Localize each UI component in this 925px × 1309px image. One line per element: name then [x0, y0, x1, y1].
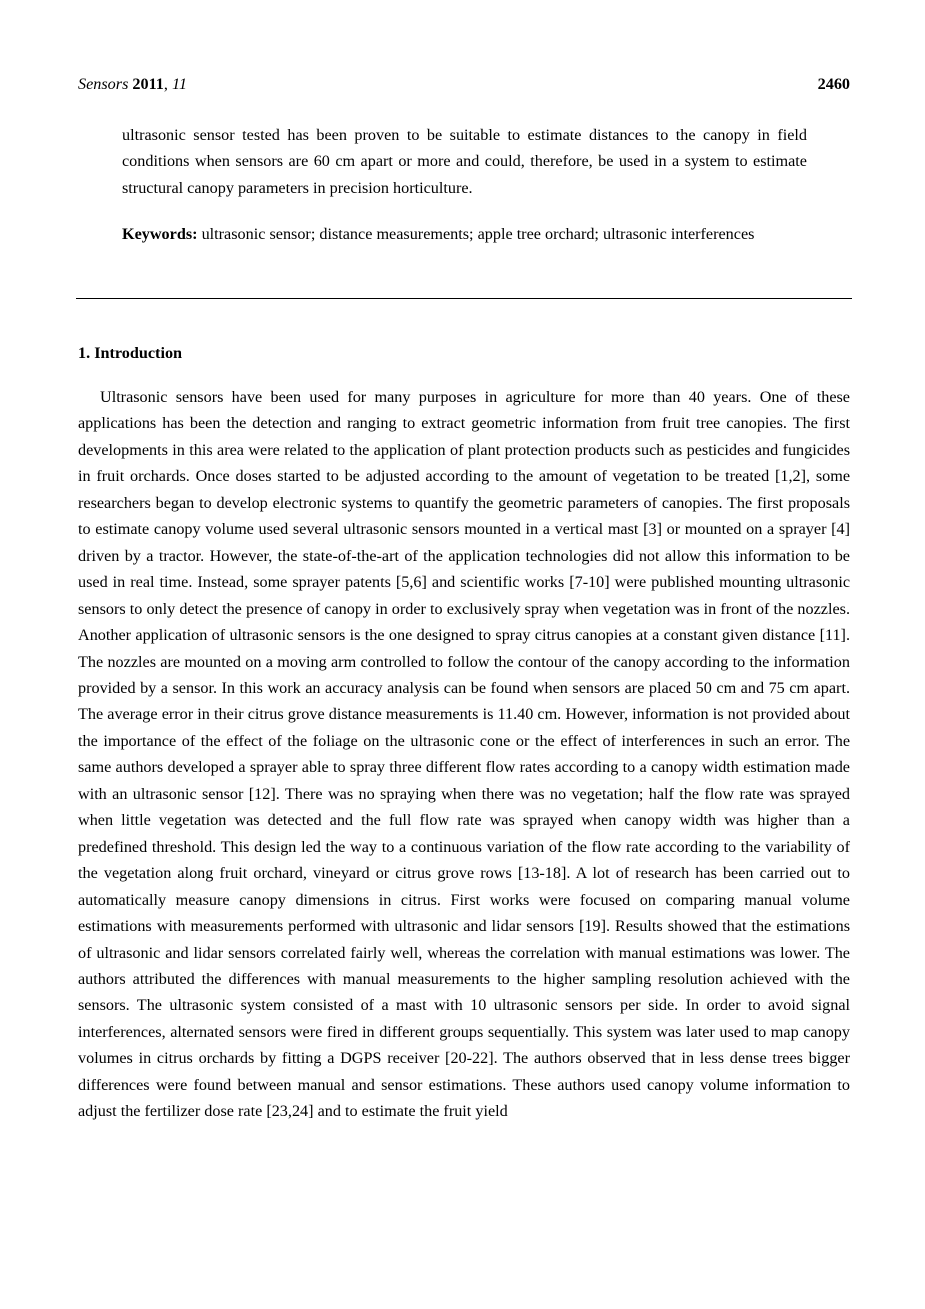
- introduction-body: [78, 384, 850, 1125]
- keywords-label: Keywords:: [122, 225, 198, 243]
- journal-name: Sensors: [78, 75, 129, 93]
- keywords-text: ultrasonic sensor; distance measurements; apple tree orchard; ultrasonic interferences: [201, 225, 755, 243]
- body-paragraph: Ultrasonic sensors have been used for many purposes in agriculture for more than 40 years. One of these applications has been the detection and ranging to extract geometric information from fruit tree canopies. The first developments in this area were related to the application of plant protection products such as pesticides and fungicides in fruit orchards. Once doses started to be adjusted according to the amount of vegetation to be treated [1,2], some researchers began to develop electronic systems to quantify the geometric parameters of canopies. The first proposals to estimate canopy volume used several ultrasonic sensors mounted in a vertical mast [3] or mounted on a sprayer [4] driven by a tractor. However, the state-of-the-art of the application technologies did not allow this information to be used in real time. Instead, some sprayer patents [5,6] and scientific works [7-10] were published mounting ultrasonic sensors to only detect the presence of canopy in order to exclusively spray when vegetation was in front of the nozzles. Another application of ultrasonic sensors is the one designed to spray citrus canopies at a constant given distance [11]. The nozzles are mounted on a moving arm controlled to follow the contour of the canopy according to the information provided by a sensor. In this work an accuracy analysis can be found when sensors are placed 50 cm and 75 cm apart. The average error in their citrus grove distance measurements is 11.40 cm. However, information is not provided about the importance of the effect of the foliage on the ultrasonic cone or the effect of interferences in such an error. The same authors developed a sprayer able to spray three different flow rates according to a canopy width estimation made with an ultrasonic sensor [12]. There was no spraying when there was no vegetation; half the flow rate was sprayed when little vegetation was detected and the full flow rate was sprayed when canopy width was higher than a predefined threshold. This design led the way to a continuous variation of the flow rate according to the variability of the vegetation along fruit orchard, vineyard or citrus grove rows [13-18]. A lot of research has been carried out to automatically measure canopy dimensions in citrus. First works were focused on comparing manual volume estimations with measurements performed with ultrasonic and lidar sensors [19]. Results showed that the estimations of ultrasonic and lidar sensors correlated fairly well, whereas the correlation with manual estimations was lower. The authors attributed the differences with manual measurements to the higher sampling resolution achieved with the sensors. The ultrasonic system consisted of a mast with 10 ultrasonic sensors per side. In order to avoid signal interferences, alternated sensors were fired in different groups sequentially. This system was later used to map canopy volumes in citrus orchards by fitting a DGPS receiver [20-22]. The authors observed that in less dense trees bigger differences were found between manual and sensor estimations. These authors used canopy volume information to adjust the fertilizer dose rate [23,24] and to estimate the fruit yield: [78, 388, 850, 1121]
- page-number: 2460: [817, 75, 850, 93]
- journal-year: 2011: [132, 75, 164, 93]
- abstract-text: ultrasonic sensor tested has been proven to be suitable to estimate distances to the canopy in field conditions when sensors are 60 cm apart or more and could, therefore, be used in a system to estimate structural canopy parameters in precision horticulture.: [122, 126, 807, 197]
- section-heading: 1. Introduction: [78, 344, 183, 362]
- abstract-continuation: [122, 122, 807, 201]
- section-divider: [76, 298, 852, 299]
- journal-volume: 11: [172, 75, 187, 93]
- running-header: [78, 72, 850, 96]
- journal-citation: Sensors 2011, 11: [78, 75, 187, 93]
- keywords-block: [122, 221, 807, 247]
